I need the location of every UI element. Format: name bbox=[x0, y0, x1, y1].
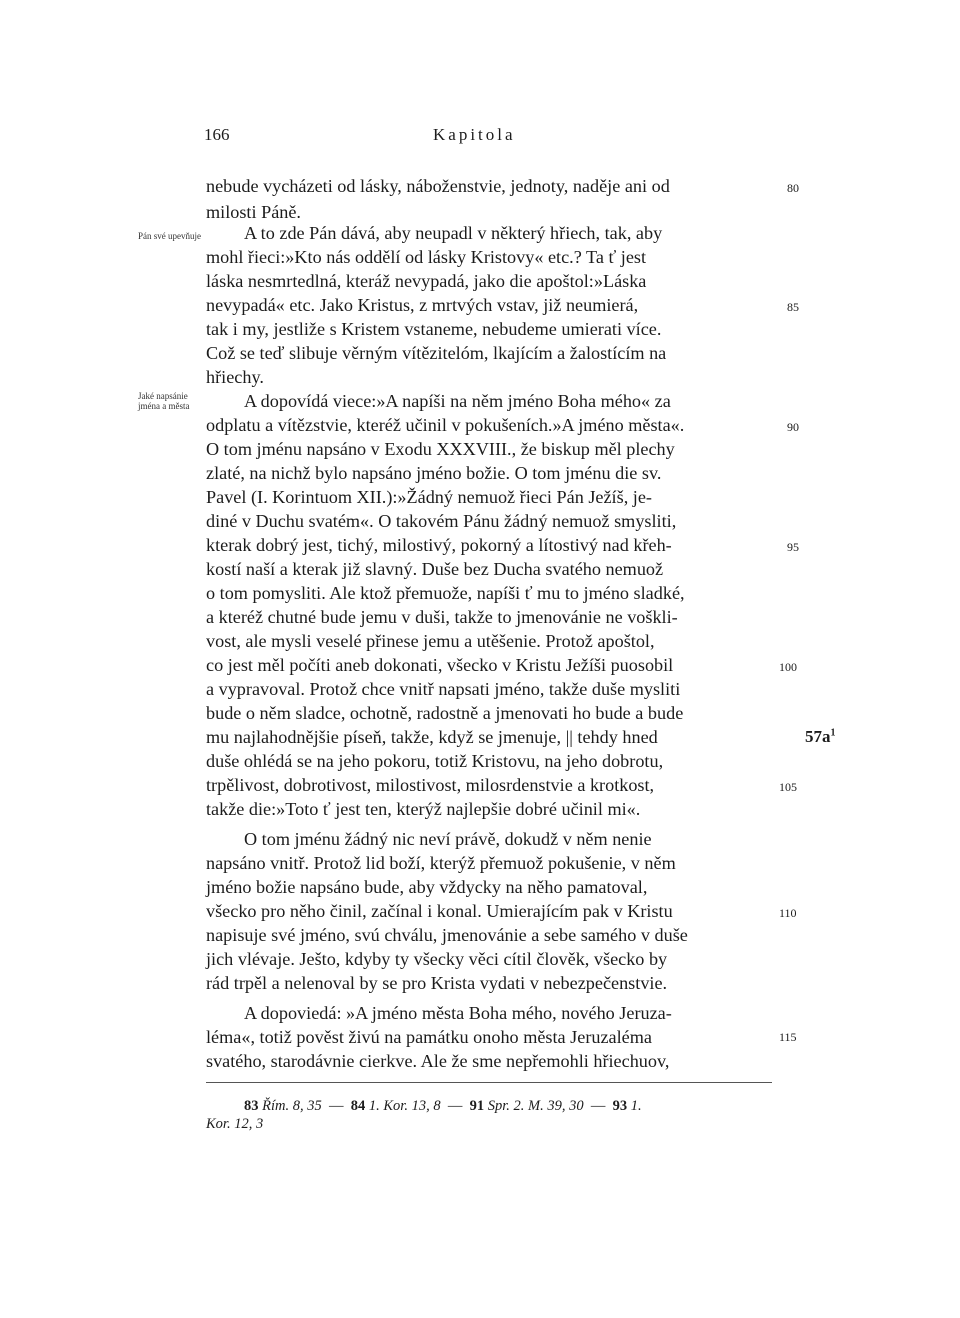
text-line: duše ohlédá se na jeho pokoru, totiž Kristovu, na jeho dobrotu, bbox=[206, 751, 664, 771]
line-number: 95 bbox=[787, 540, 799, 554]
text-line: Pavel (I. Korintuom XII.):»Žádný nemuož řieci Pán Ježíš, je- bbox=[206, 487, 652, 507]
text-line: A dopoviedá: »A jméno města Boha mého, nového Jeruza- bbox=[244, 1003, 672, 1023]
text-line: Což se teď slibuje věrným vítězitelóm, lkajícím a žalostícím na bbox=[206, 343, 667, 363]
sidenote-1 bbox=[138, 231, 201, 241]
text-line: všecko pro něho činil, začínal i konal. Umierajícím pak v Kristu bbox=[206, 901, 673, 921]
text-line: a kteréž chutné bude jemu v duši, takže to jmenovánie ne voškli- bbox=[206, 607, 678, 627]
line-number: 80 bbox=[787, 181, 799, 195]
footnote-number: 91 bbox=[469, 1098, 485, 1114]
sidenote-2 bbox=[138, 391, 189, 411]
page-number: 166 bbox=[204, 125, 230, 144]
folio-base: 57a bbox=[805, 727, 831, 746]
text-line: bude o něm sladce, ochotně, radostně a jmenovati ho bude a bude bbox=[206, 703, 684, 723]
sidenote-line: jména a města bbox=[138, 401, 190, 411]
text-line: léma«, totiž pověst živú na památku onoho města Jeruzaléma bbox=[206, 1027, 652, 1047]
sidenote-line: Jaké napsánie bbox=[138, 391, 188, 401]
text-line: zlaté, na nichž bylo napsáno jméno božie. O tom jménu die sv. bbox=[206, 463, 662, 483]
footnote-number: 83 bbox=[244, 1098, 259, 1114]
text-line: mu najlahodnějšie píseň, takže, když se jmenuje, || tehdy hned bbox=[206, 727, 658, 747]
text-line: a vypravoval. Protož chce vnitř napsati jméno, takže duše mysliti bbox=[206, 679, 681, 699]
sidenote-line: Pán své upevňuje bbox=[138, 231, 201, 241]
footnote-separator: — bbox=[590, 1098, 606, 1114]
text-line: hřiechy. bbox=[206, 367, 264, 387]
text-line: mohl řieci:»Kto nás oddělí od lásky Kristovy« etc.? Ta ť jest bbox=[206, 247, 647, 267]
text-line: trpělivost, dobrotivost, milostivost, milosrdenstvie a krotkost, bbox=[206, 775, 655, 795]
text-line: diné v Duchu svatém«. O takovém Pánu žádný nemuož smysliti, bbox=[206, 511, 677, 531]
footnote-separator: — bbox=[328, 1098, 344, 1114]
text-line: O tom jménu napsáno v Exodu XXXVIII., že biskup měl plechy bbox=[206, 439, 675, 459]
text-line: co jest měl počíti aneb dokonati, všecko v Kristu Ježíši puosobil bbox=[206, 655, 674, 675]
footnote-line bbox=[206, 1116, 263, 1133]
footnote-separator: — bbox=[447, 1098, 463, 1114]
folio-mark bbox=[805, 727, 836, 747]
text-line: takže die:»Toto ť jest ten, kterýž najlepšie dobré učinil mi«. bbox=[206, 799, 641, 819]
footnote-reference: Řím. 8, 35 bbox=[262, 1098, 322, 1114]
text-line: napsáno vnitř. Protož lid boží, kterýž přemuož pokušenie, v něm bbox=[206, 853, 676, 873]
text-line: svatého, starodávnie cierkve. Ale že sme nepřemohli hřiechuov, bbox=[206, 1051, 670, 1071]
footnote-line bbox=[244, 1098, 642, 1115]
footnote-reference: 1. Kor. 13, 8 bbox=[368, 1098, 441, 1114]
text-line: odplatu a vítězstvie, kteréž učinil v pokušeních.»A jméno města«. bbox=[206, 415, 685, 435]
text-line: láska nesmrtedlná, kteráž nevypadá, jako die apoštol:»Láska bbox=[206, 271, 647, 291]
text-line: nebude vycházeti od lásky, náboženstvie, jednoty, naděje ani od bbox=[206, 176, 670, 196]
line-number: 110 bbox=[779, 906, 797, 920]
footnote-number: 93 bbox=[612, 1098, 628, 1114]
line-number: 115 bbox=[779, 1030, 797, 1044]
text-line: nevypadá« etc. Jako Kristus, z mrtvých vstav, již neumierá, bbox=[206, 295, 639, 315]
text-line: milosti Páně. bbox=[206, 202, 301, 222]
text-line: tak i my, jestliže s Kristem vstaneme, nebudeme umierati více. bbox=[206, 319, 662, 339]
text-line: jich vlévaje. Ješto, kdyby ty všecky věci cítil člověk, všecko by bbox=[206, 949, 668, 969]
line-number: 90 bbox=[787, 420, 799, 434]
footnote-reference: Kor. 12, 3 bbox=[206, 1116, 264, 1132]
text-line: kterak dobrý jest, tichý, milostivý, pokorný a lítostivý nad křeh- bbox=[206, 535, 672, 555]
text-line: o tom pomysliti. Ale ktož přemuože, napíši ť mu to jméno sladké, bbox=[206, 583, 685, 603]
text-line: kostí naší a kterak již slavný. Duše bez Ducha svatého nemuož bbox=[206, 559, 664, 579]
running-title: Kapitola bbox=[433, 125, 516, 144]
line-number: 105 bbox=[779, 780, 797, 794]
footnote-divider bbox=[206, 1082, 772, 1083]
footnote-number: 84 bbox=[350, 1098, 366, 1114]
footnote-reference: 1. bbox=[630, 1098, 642, 1114]
text-line: jméno božie napsáno bude, aby vždycky na něho pamatoval, bbox=[206, 877, 648, 897]
text-line: vost, ale mysli veselé přinese jemu a utěšenie. Protož apoštol, bbox=[206, 631, 655, 651]
folio-sup: 1 bbox=[830, 727, 836, 739]
footnote-reference: Spr. 2. M. 39, 30 bbox=[487, 1098, 584, 1114]
line-number: 100 bbox=[779, 660, 797, 674]
text-line: A dopovídá viece:»A napíši na něm jméno Boha mého« za bbox=[244, 391, 671, 411]
text-line: O tom jménu žádný nic neví právě, dokudž v něm nenie bbox=[244, 829, 652, 849]
text-line: rád trpěl a nelenoval by se pro Krista vydati v nebezpečenstvie. bbox=[206, 973, 668, 993]
line-number: 85 bbox=[787, 300, 799, 314]
text-line: napisuje své jméno, svú chválu, jmenovánie a sebe samého v duše bbox=[206, 925, 688, 945]
text-line: A to zde Pán dává, aby neupadl v některý hřiech, tak, aby bbox=[244, 223, 663, 243]
